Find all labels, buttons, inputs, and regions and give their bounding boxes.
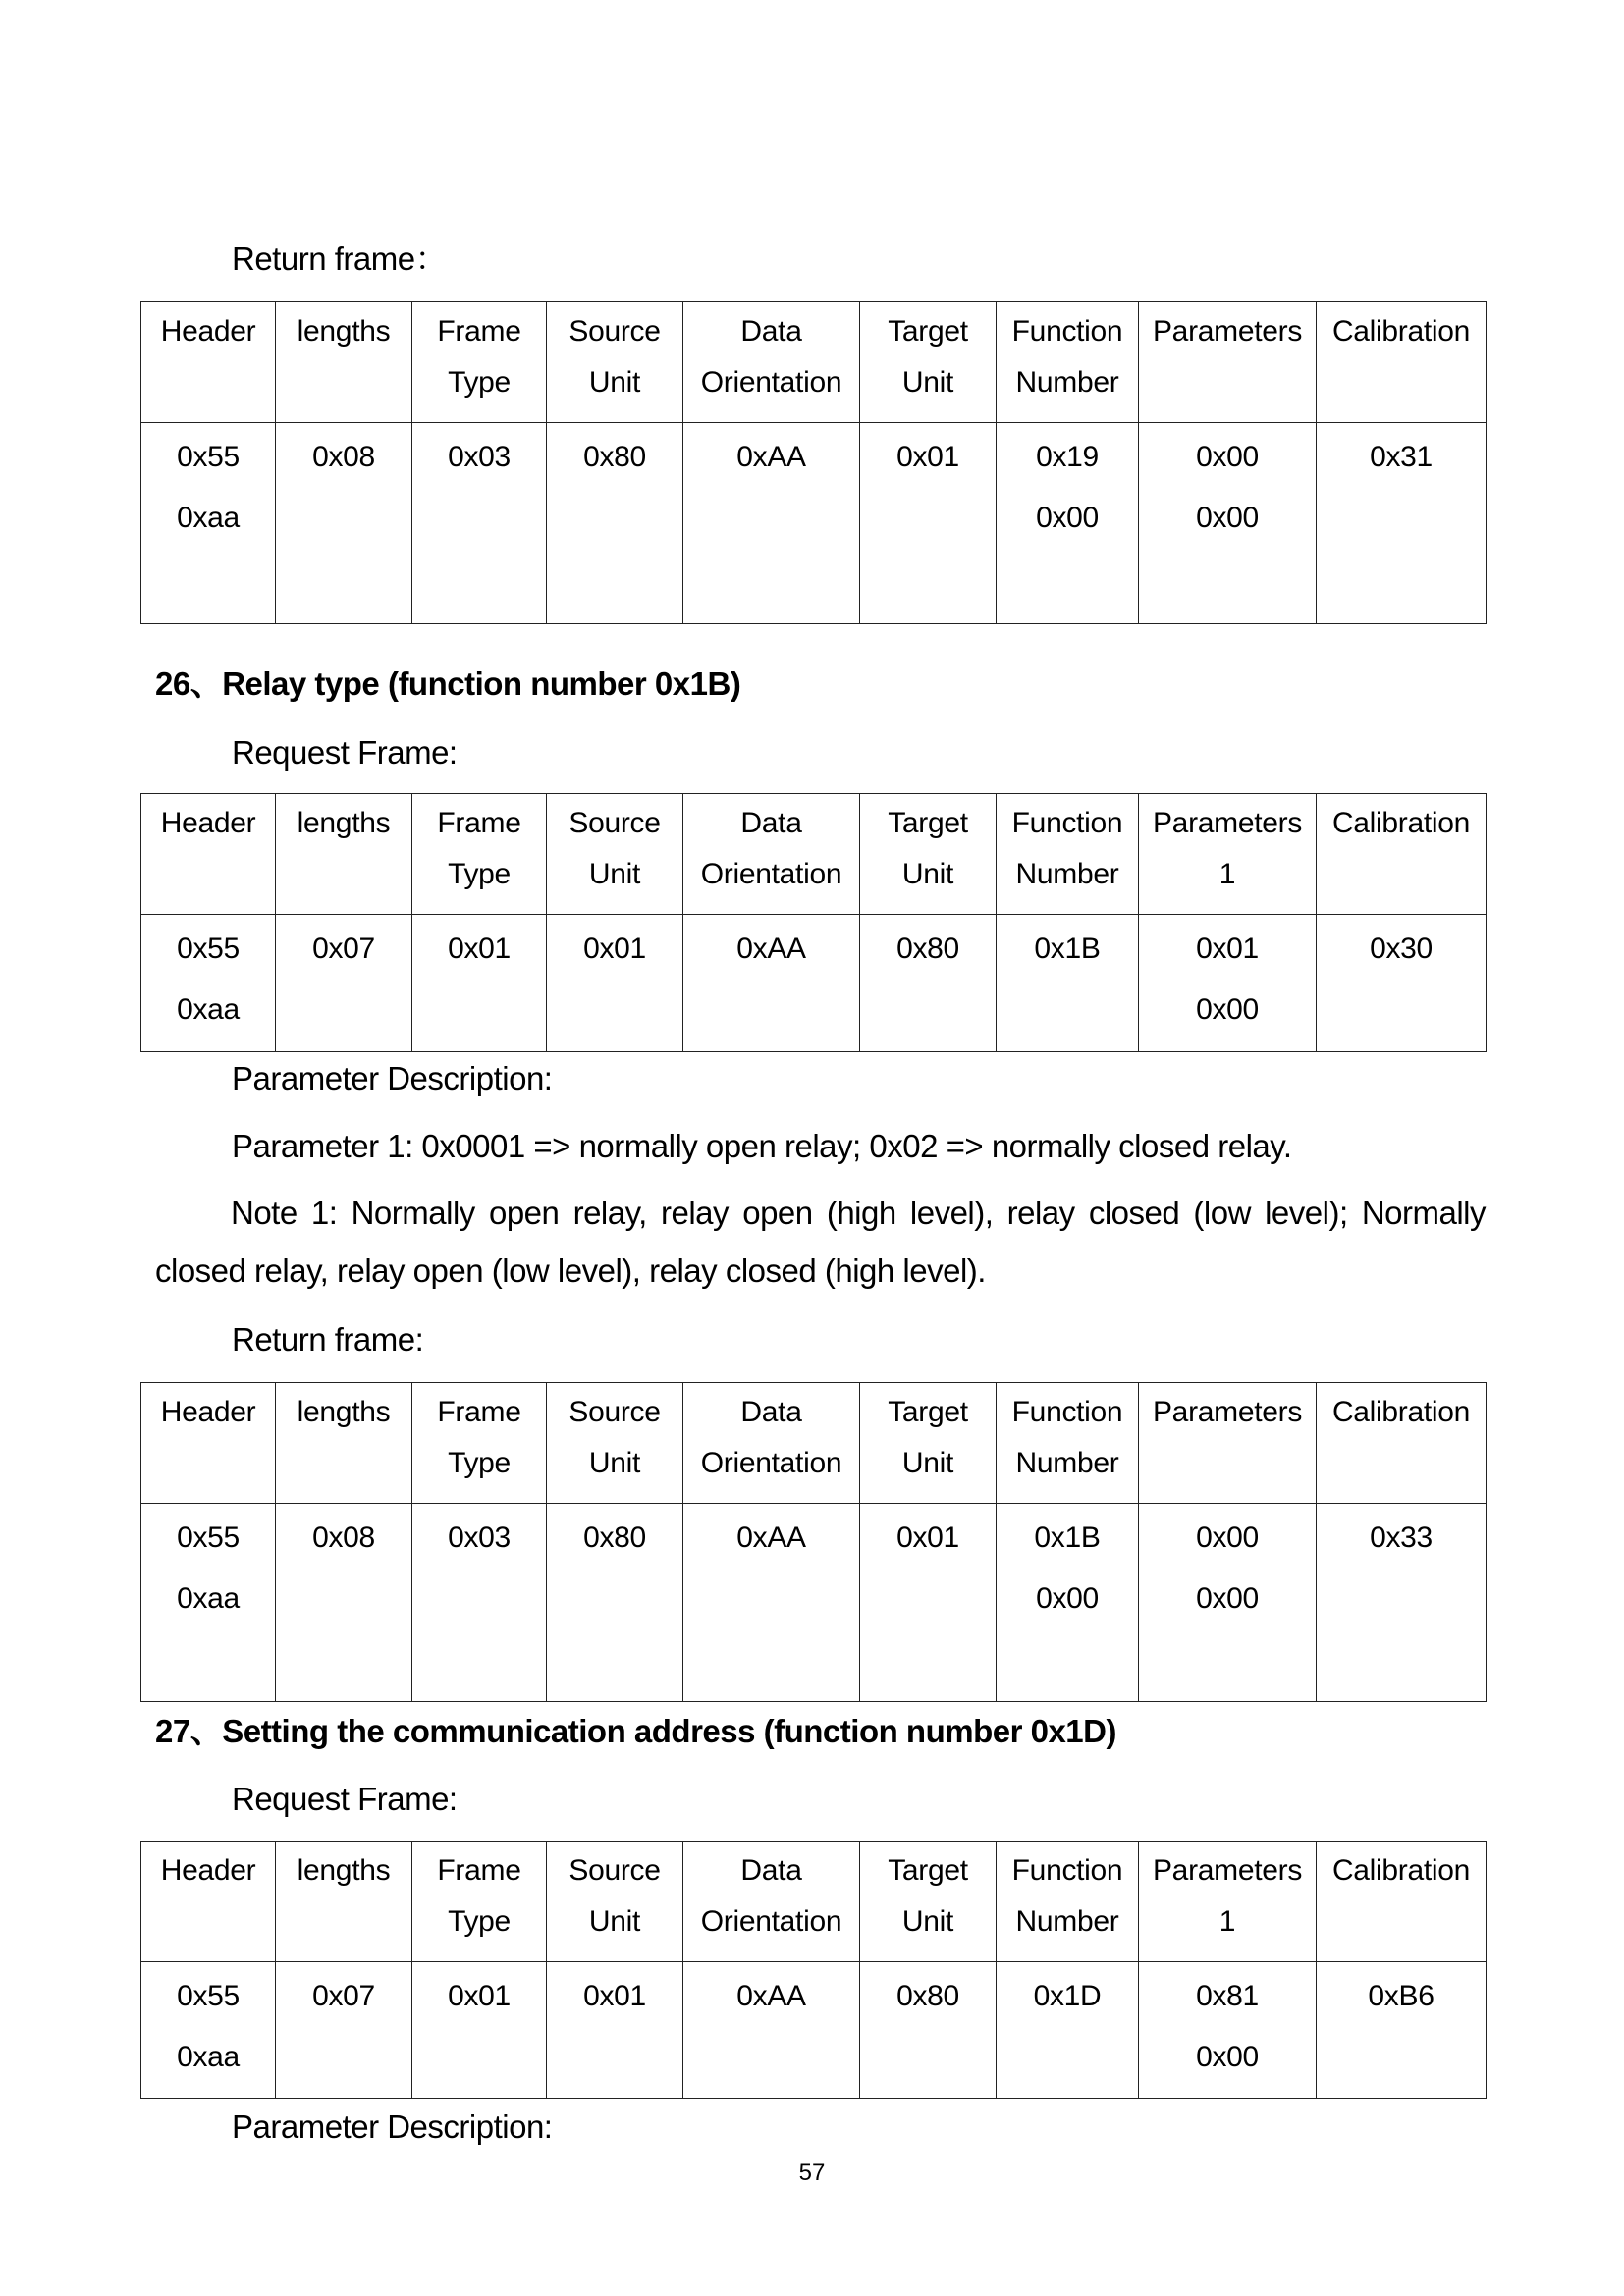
column-header-text: lengths bbox=[297, 1854, 391, 1887]
column-header-text: Source bbox=[568, 1854, 661, 1887]
cell-value: 0x55 bbox=[177, 1980, 240, 2012]
column-header-text: Type bbox=[448, 858, 511, 890]
column-header-text: Number bbox=[1015, 858, 1119, 890]
table-cell bbox=[997, 1504, 1139, 1702]
column-header bbox=[412, 794, 547, 915]
cell-value: 0x03 bbox=[448, 1522, 511, 1554]
cell-value: 0x30 bbox=[1370, 933, 1433, 965]
column-header-text: Header bbox=[160, 1854, 256, 1887]
page-number: 57 bbox=[798, 2160, 826, 2186]
column-header-text: Header bbox=[160, 315, 256, 347]
column-header-text: Function bbox=[1011, 1396, 1123, 1428]
column-header-text: Parameters bbox=[1152, 315, 1303, 347]
cell-value: 0x03 bbox=[448, 441, 511, 473]
section-26-note bbox=[155, 1184, 1486, 1300]
column-header-text: lengths bbox=[297, 315, 391, 347]
table-header-row bbox=[141, 1383, 1487, 1504]
cell-value: 0x31 bbox=[1370, 441, 1433, 473]
column-header-text: Orientation bbox=[700, 1905, 842, 1938]
table-cell bbox=[547, 1504, 683, 1702]
cell-value: 0x19 bbox=[1036, 441, 1099, 473]
cell-value: 0xaa bbox=[177, 502, 240, 534]
table-cell bbox=[547, 423, 683, 624]
column-header-text: Target bbox=[888, 807, 968, 839]
column-header bbox=[141, 1842, 276, 1962]
table-row bbox=[141, 915, 1487, 1052]
table-cell bbox=[547, 1962, 683, 2099]
table-cell bbox=[1139, 423, 1317, 624]
column-header-text: Source bbox=[568, 315, 661, 347]
section-26-param-desc-label: Parameter Description: bbox=[232, 1060, 553, 1096]
column-header-text: Frame bbox=[437, 1854, 521, 1887]
cell-value: 0x08 bbox=[312, 1522, 375, 1554]
column-header-text: Parameters bbox=[1152, 1396, 1303, 1428]
column-header-text: Target bbox=[888, 1854, 968, 1887]
cell-value: 0x00 bbox=[1036, 1582, 1099, 1615]
section-26-heading: 26、Relay type (function number 0x1B) bbox=[155, 666, 741, 702]
cell-value: 0x55 bbox=[177, 933, 240, 965]
table-cell bbox=[1139, 1962, 1317, 2099]
table-cell bbox=[860, 915, 997, 1052]
cell-value: 0xaa bbox=[177, 993, 240, 1026]
cell-value: 0x01 bbox=[896, 1522, 959, 1554]
table-cell bbox=[276, 423, 412, 624]
table-cell bbox=[683, 915, 860, 1052]
column-header-text: Function bbox=[1011, 807, 1123, 839]
return-frame-label: Return frame： bbox=[232, 240, 448, 277]
column-header-text: Unit bbox=[588, 1447, 641, 1479]
column-header-text: Unit bbox=[901, 1447, 954, 1479]
column-header-text: Header bbox=[160, 807, 256, 839]
cell-value: 0x80 bbox=[896, 933, 959, 965]
table-cell bbox=[412, 1962, 547, 2099]
column-header bbox=[276, 1842, 412, 1962]
section-26-request-label: Request Frame: bbox=[232, 734, 458, 771]
column-header bbox=[547, 1842, 683, 1962]
column-header bbox=[276, 302, 412, 423]
column-header-text: Unit bbox=[901, 366, 954, 399]
column-header-text: lengths bbox=[297, 1396, 391, 1428]
column-header-text: 1 bbox=[1218, 1905, 1236, 1938]
table-row bbox=[141, 1504, 1487, 1702]
table-row bbox=[141, 423, 1487, 624]
cell-value: 0x00 bbox=[1196, 2041, 1259, 2073]
column-header-text: Frame bbox=[437, 315, 521, 347]
cell-value: 0xaa bbox=[177, 2041, 240, 2073]
column-header bbox=[276, 794, 412, 915]
cell-value: 0x07 bbox=[312, 1980, 375, 2012]
column-header-text: Orientation bbox=[700, 858, 842, 890]
cell-value: 0x80 bbox=[896, 1980, 959, 2012]
table-cell bbox=[1317, 423, 1487, 624]
column-header bbox=[1139, 794, 1317, 915]
table-cell bbox=[683, 1504, 860, 1702]
column-header bbox=[547, 1383, 683, 1504]
column-header bbox=[683, 1842, 860, 1962]
column-header bbox=[997, 1383, 1139, 1504]
column-header bbox=[860, 1383, 997, 1504]
cell-value: 0x33 bbox=[1370, 1522, 1433, 1554]
cell-value: 0xAA bbox=[736, 1522, 806, 1554]
cell-value: 0x80 bbox=[583, 441, 646, 473]
cell-value: 0x00 bbox=[1196, 1582, 1259, 1615]
column-header bbox=[683, 794, 860, 915]
table-cell bbox=[276, 1962, 412, 2099]
column-header-text: Calibration bbox=[1331, 807, 1471, 839]
table-cell bbox=[276, 1504, 412, 1702]
column-header-text: Unit bbox=[588, 858, 641, 890]
section-26-param1-text: Parameter 1: 0x0001 => normally open relay; 0x02 => normally closed relay. bbox=[232, 1128, 1292, 1164]
column-header bbox=[412, 1383, 547, 1504]
column-header bbox=[1139, 1383, 1317, 1504]
section-27-heading: 27、Setting the communication address (function number 0x1D) bbox=[155, 1713, 1116, 1749]
cell-value: 0x01 bbox=[583, 1980, 646, 2012]
column-header-text: Data bbox=[740, 807, 802, 839]
column-header-text: Orientation bbox=[700, 1447, 842, 1479]
table-cell bbox=[412, 423, 547, 624]
table-cell bbox=[141, 423, 276, 624]
column-header-text: Parameters bbox=[1152, 807, 1303, 839]
column-header-text: Frame bbox=[437, 1396, 521, 1428]
column-header-text: Calibration bbox=[1331, 1854, 1471, 1887]
column-header-text: Number bbox=[1015, 1447, 1119, 1479]
column-header bbox=[1317, 302, 1487, 423]
column-header-text: Data bbox=[740, 1854, 802, 1887]
table-cell bbox=[141, 1504, 276, 1702]
table-header-row bbox=[141, 302, 1487, 423]
table-cell bbox=[683, 423, 860, 624]
column-header-text: Source bbox=[568, 807, 661, 839]
column-header-text: 1 bbox=[1218, 858, 1236, 890]
table-cell bbox=[412, 915, 547, 1052]
cell-value: 0x00 bbox=[1196, 1522, 1259, 1554]
column-header-text: Data bbox=[740, 315, 802, 347]
table-cell bbox=[997, 423, 1139, 624]
table-row bbox=[141, 1962, 1487, 2099]
cell-value: 0x08 bbox=[312, 441, 375, 473]
section-27-request-table bbox=[140, 1841, 1487, 2099]
table-cell bbox=[547, 915, 683, 1052]
cell-value: 0x80 bbox=[583, 1522, 646, 1554]
section-26-return-label: Return frame: bbox=[232, 1321, 424, 1358]
column-header-text: Unit bbox=[901, 858, 954, 890]
table-cell bbox=[141, 1962, 276, 2099]
section-27-param-desc-label: Parameter Description: bbox=[232, 2109, 553, 2145]
column-header bbox=[412, 1842, 547, 1962]
cell-value: 0xAA bbox=[736, 1980, 806, 2012]
table-cell bbox=[997, 915, 1139, 1052]
cell-value: 0x1B bbox=[1034, 1522, 1101, 1554]
column-header-text: Function bbox=[1011, 1854, 1123, 1887]
column-header-text: Type bbox=[448, 1905, 511, 1938]
column-header bbox=[141, 302, 276, 423]
column-header bbox=[1139, 1842, 1317, 1962]
section-26-request-table bbox=[140, 793, 1487, 1052]
cell-value: 0x55 bbox=[177, 1522, 240, 1554]
cell-value: 0x1B bbox=[1034, 933, 1101, 965]
cell-value: 0x01 bbox=[1196, 933, 1259, 965]
cell-value: 0x01 bbox=[448, 933, 511, 965]
section-26-return-table bbox=[140, 1382, 1487, 1702]
column-header bbox=[547, 794, 683, 915]
cell-value: 0x00 bbox=[1036, 502, 1099, 534]
cell-value: 0xaa bbox=[177, 1582, 240, 1615]
column-header-text: Target bbox=[888, 315, 968, 347]
column-header-text: Number bbox=[1015, 366, 1119, 399]
column-header-text: Calibration bbox=[1331, 315, 1471, 347]
column-header-text: Frame bbox=[437, 807, 521, 839]
column-header bbox=[860, 302, 997, 423]
table-cell bbox=[141, 915, 276, 1052]
column-header-text: Type bbox=[448, 366, 511, 399]
table-cell bbox=[860, 1962, 997, 2099]
column-header bbox=[860, 794, 997, 915]
column-header-text: Parameters bbox=[1152, 1854, 1303, 1887]
table-cell bbox=[860, 1504, 997, 1702]
column-header-text: Unit bbox=[588, 1905, 641, 1938]
column-header bbox=[997, 1842, 1139, 1962]
table-cell bbox=[1317, 1962, 1487, 2099]
column-header bbox=[860, 1842, 997, 1962]
table-cell bbox=[1317, 915, 1487, 1052]
table-cell bbox=[1139, 915, 1317, 1052]
cell-value: 0xB6 bbox=[1368, 1980, 1435, 2012]
column-header bbox=[276, 1383, 412, 1504]
column-header-text: Data bbox=[740, 1396, 802, 1428]
column-header-text: Orientation bbox=[700, 366, 842, 399]
cell-value: 0xAA bbox=[736, 441, 806, 473]
cell-value: 0xAA bbox=[736, 933, 806, 965]
column-header-text: Function bbox=[1011, 315, 1123, 347]
column-header-text: Target bbox=[888, 1396, 968, 1428]
column-header-text: Calibration bbox=[1331, 1396, 1471, 1428]
table-cell bbox=[683, 1962, 860, 2099]
cell-value: 0x07 bbox=[312, 933, 375, 965]
column-header bbox=[1317, 1383, 1487, 1504]
cell-value: 0x01 bbox=[583, 933, 646, 965]
column-header-text: Unit bbox=[588, 366, 641, 399]
cell-value: 0x55 bbox=[177, 441, 240, 473]
cell-value: 0x1D bbox=[1033, 1980, 1102, 2012]
table-header-row bbox=[141, 794, 1487, 915]
column-header bbox=[1317, 794, 1487, 915]
cell-value: 0x00 bbox=[1196, 993, 1259, 1026]
table-cell bbox=[860, 423, 997, 624]
table-cell bbox=[1317, 1504, 1487, 1702]
table-cell bbox=[997, 1962, 1139, 2099]
column-header-text: Header bbox=[160, 1396, 256, 1428]
column-header bbox=[412, 302, 547, 423]
cell-value: 0x00 bbox=[1196, 441, 1259, 473]
column-header bbox=[141, 794, 276, 915]
column-header bbox=[997, 302, 1139, 423]
table-cell bbox=[412, 1504, 547, 1702]
return-frame-table-top bbox=[140, 301, 1487, 624]
column-header bbox=[141, 1383, 276, 1504]
column-header bbox=[1139, 302, 1317, 423]
table-cell bbox=[276, 915, 412, 1052]
section-26-note-text: Note 1: Normally open relay, relay open (high level), relay closed (low level); Normally closed relay, relay open (low level), relay closed (high level). bbox=[155, 1195, 1486, 1289]
column-header bbox=[1317, 1842, 1487, 1962]
section-27-request-label: Request Frame: bbox=[232, 1781, 458, 1817]
column-header-text: Source bbox=[568, 1396, 661, 1428]
column-header bbox=[547, 302, 683, 423]
column-header bbox=[683, 1383, 860, 1504]
column-header-text: Type bbox=[448, 1447, 511, 1479]
column-header bbox=[683, 302, 860, 423]
table-header-row bbox=[141, 1842, 1487, 1962]
cell-value: 0x81 bbox=[1196, 1980, 1259, 2012]
cell-value: 0x01 bbox=[896, 441, 959, 473]
cell-value: 0x00 bbox=[1196, 502, 1259, 534]
column-header-text: Number bbox=[1015, 1905, 1119, 1938]
column-header bbox=[997, 794, 1139, 915]
table-cell bbox=[1139, 1504, 1317, 1702]
column-header-text: Unit bbox=[901, 1905, 954, 1938]
cell-value: 0x01 bbox=[448, 1980, 511, 2012]
column-header-text: lengths bbox=[297, 807, 391, 839]
